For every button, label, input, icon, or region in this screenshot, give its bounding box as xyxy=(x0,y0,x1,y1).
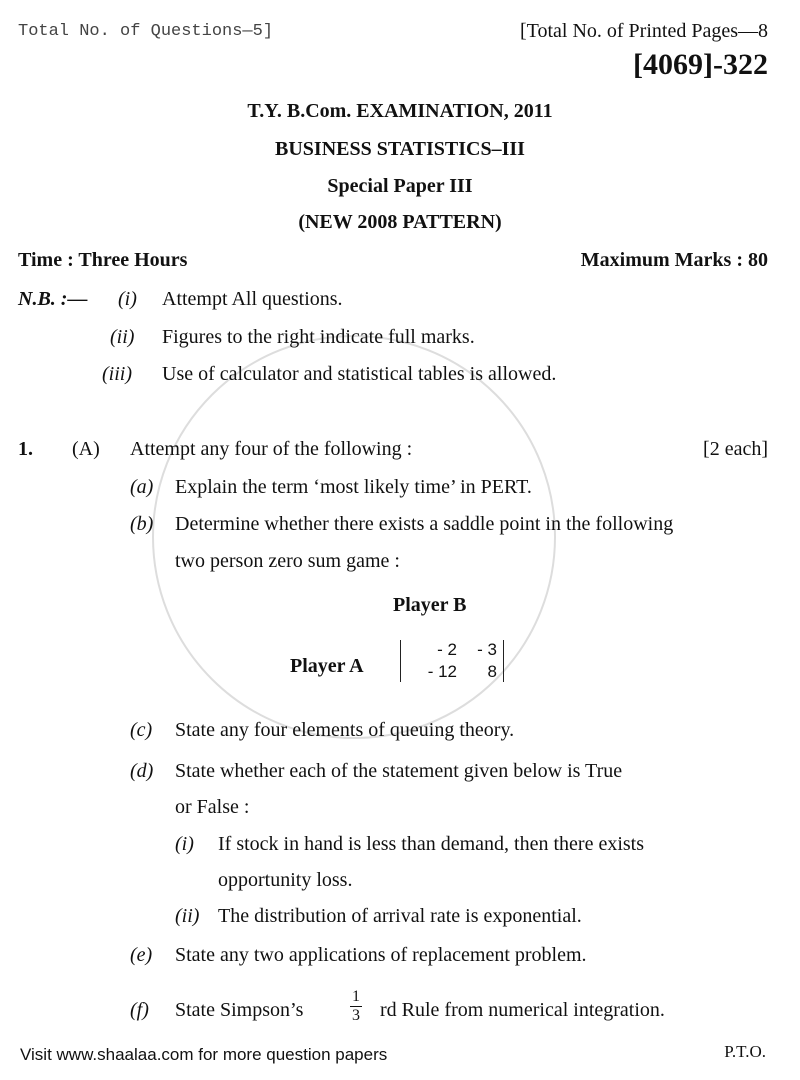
matrix-cell: - 12 xyxy=(427,662,457,681)
subq-b-cont: two person zero sum game : xyxy=(175,550,400,572)
nb-item: Use of calculator and statistical tables is allowed. xyxy=(162,363,557,385)
exam-title: T.Y. B.Com. EXAMINATION, 2011 xyxy=(247,100,553,122)
subq-d: State whether each of the statement given below is True xyxy=(175,760,623,782)
nb-num: (i) xyxy=(118,288,137,310)
payoff-matrix xyxy=(400,640,504,682)
footer-link[interactable]: Visit www.shaalaa.com for more question papers xyxy=(20,1045,388,1064)
nb-num: (iii) xyxy=(102,363,132,385)
total-questions: Total No. of Questions—5] xyxy=(18,22,274,41)
fraction-one-third xyxy=(350,988,362,1025)
pto-label: P.T.O. xyxy=(724,1042,766,1061)
question-marks: [2 each] xyxy=(703,438,768,460)
subq-f: State Simpson’s xyxy=(175,999,304,1021)
subq-c: State any four elements of queuing theory. xyxy=(175,719,515,741)
matrix-cell: 8 xyxy=(487,662,497,681)
player-a-label: Player A xyxy=(290,655,364,677)
subq-f-cont: rd Rule from numerical integration. xyxy=(380,999,665,1021)
subq-num: (c) xyxy=(130,719,153,741)
total-pages: [Total No. of Printed Pages—8 xyxy=(519,20,768,42)
nb-label: N.B. :— xyxy=(18,288,88,310)
matrix-cell: - 3 xyxy=(477,640,497,659)
subq-a: Explain the term ‘most likely time’ in PERT. xyxy=(175,476,532,498)
subq-e: State any two applications of replacement problem. xyxy=(175,944,587,966)
statement-ii: The distribution of arrival rate is exponential. xyxy=(218,905,582,927)
subq-num: (i) xyxy=(175,833,194,855)
subject-title: BUSINESS STATISTICS–III xyxy=(275,138,525,160)
question-part: (A) xyxy=(72,438,100,460)
paper-title: Special Paper III xyxy=(327,175,473,197)
subq-d-cont: or False : xyxy=(175,796,250,818)
subq-b: Determine whether there exists a saddle point in the following xyxy=(175,513,674,535)
subq-num: (a) xyxy=(130,476,154,498)
max-marks: Maximum Marks : 80 xyxy=(580,249,768,271)
subq-num: (b) xyxy=(130,513,154,535)
statement-i: If stock in hand is less than demand, then there exists xyxy=(218,833,645,855)
time-label: Time : Three Hours xyxy=(18,249,188,271)
fraction-denominator: 3 xyxy=(352,1007,360,1024)
subq-num: (ii) xyxy=(175,905,200,927)
subq-num: (d) xyxy=(130,760,154,782)
fraction-numerator: 1 xyxy=(352,988,360,1005)
paper-code: [4069]-322 xyxy=(633,48,768,81)
question-instruction: Attempt any four of the following : xyxy=(130,438,413,460)
nb-item: Attempt All questions. xyxy=(162,288,343,310)
subq-num: (f) xyxy=(130,999,149,1021)
nb-num: (ii) xyxy=(110,326,135,348)
matrix-cell: - 2 xyxy=(437,640,457,659)
question-number: 1. xyxy=(18,438,33,460)
pattern-title: (NEW 2008 PATTERN) xyxy=(298,211,502,233)
player-b-label: Player B xyxy=(393,594,467,616)
statement-i-cont: opportunity loss. xyxy=(218,869,353,891)
nb-item: Figures to the right indicate full marks. xyxy=(162,326,475,348)
subq-num: (e) xyxy=(130,944,153,966)
